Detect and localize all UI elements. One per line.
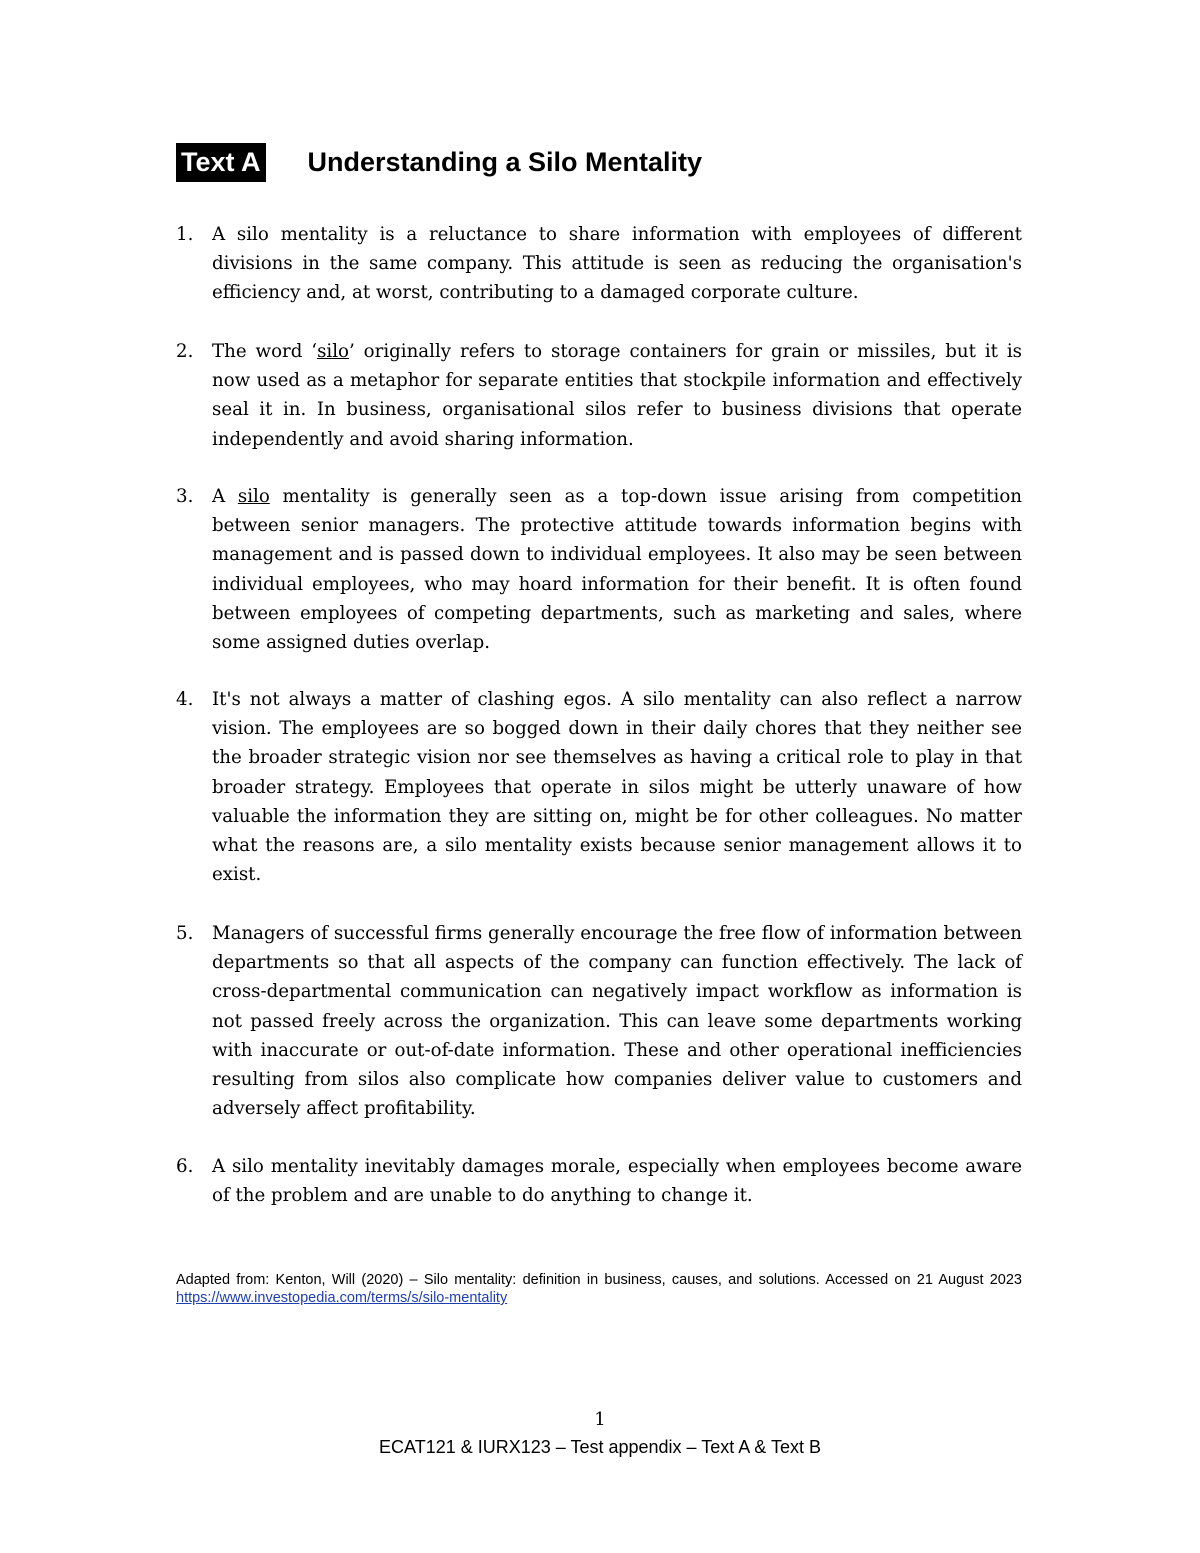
citation-text: Adapted from: Kenton, Will (2020) – Silo mentality: definition in business, causes, and solutions. Accessed on 21 August 2023	[176, 1272, 1022, 1288]
paragraph-text: It's not always a matter of clashing egos. A silo mentality can also reflect a narrow vision. The employees are so bogged down in their daily chores that they neither see the broader strategic vision nor see themselves as having a critical role to play in that broader strategy. Employees that operate in silos might be utterly unaware of how valuable the information they are sitting on, might be for other colleagues. No matter what the reasons are, a silo mentality exists because senior management allows it to exist.	[212, 689, 1022, 886]
paragraph-4	[176, 685, 1022, 889]
underlined-word: silo	[317, 341, 349, 362]
paragraph-number: 4.	[176, 689, 194, 710]
paragraph-number: 3.	[176, 486, 194, 507]
paragraph-2	[176, 337, 1022, 454]
paragraph-text: A silo mentality is generally seen as a top-down issue arising from competition between senior managers. The protective attitude towards information begins with management and is passed down to individual employees. It also may be seen between individual employees, who may hoard information for their benefit. It is often found between employees of competing departments, such as marketing and sales, where some assigned duties overlap.	[212, 486, 1023, 654]
source-link[interactable]: https://www.investopedia.com/terms/s/silo-mentality	[176, 1290, 508, 1306]
paragraph-text: The word ‘silo’ originally refers to storage containers for grain or missiles, but it is now used as a metaphor for separate entities that stockpile information and effectively seal it in. In business, organisational silos refer to business divisions that operate independently and avoid sharing information.	[212, 341, 1022, 450]
source-citation	[176, 1271, 1022, 1307]
paragraph-number: 1.	[176, 224, 194, 245]
paragraph-number: 6.	[176, 1156, 194, 1177]
text-label-badge: Text A	[176, 143, 266, 182]
paragraph-6	[176, 1152, 1022, 1210]
underlined-word: silo	[237, 486, 270, 507]
page-title: Understanding a Silo Mentality	[307, 146, 703, 177]
paragraph-number: 2.	[176, 341, 194, 362]
paragraph-text: A silo mentality inevitably damages morale, especially when employees become aware of the problem and are unable to do anything to change it.	[212, 1156, 1022, 1207]
paragraph-5	[176, 919, 1022, 1123]
paragraph-number: 5.	[176, 923, 194, 944]
paragraph-text: Managers of successful firms generally encourage the free flow of information between departments so that all aspects of the company can function effectively. The lack of cross-departmental communication can negatively impact workflow as information is not passed freely across the organization. This can leave some departments working with inaccurate or out-of-date information. These and other operational inefficiencies resulting from silos also complicate how companies deliver value to customers and adversely affect profitability.	[212, 923, 1022, 1120]
heading	[176, 142, 702, 182]
paragraph-3	[176, 482, 1022, 657]
page-footer: ECAT121 & IURX123 – Test appendix – Text A & Text B	[379, 1437, 821, 1457]
paragraph-text: A silo mentality is a reluctance to share information with employees of different divisions in the same company. This attitude is seen as reducing the organisation's efficiency and, at worst, contributing to a damaged corporate culture.	[212, 224, 1022, 304]
paragraph-1	[176, 220, 1022, 308]
page-number: 1	[594, 1409, 606, 1430]
